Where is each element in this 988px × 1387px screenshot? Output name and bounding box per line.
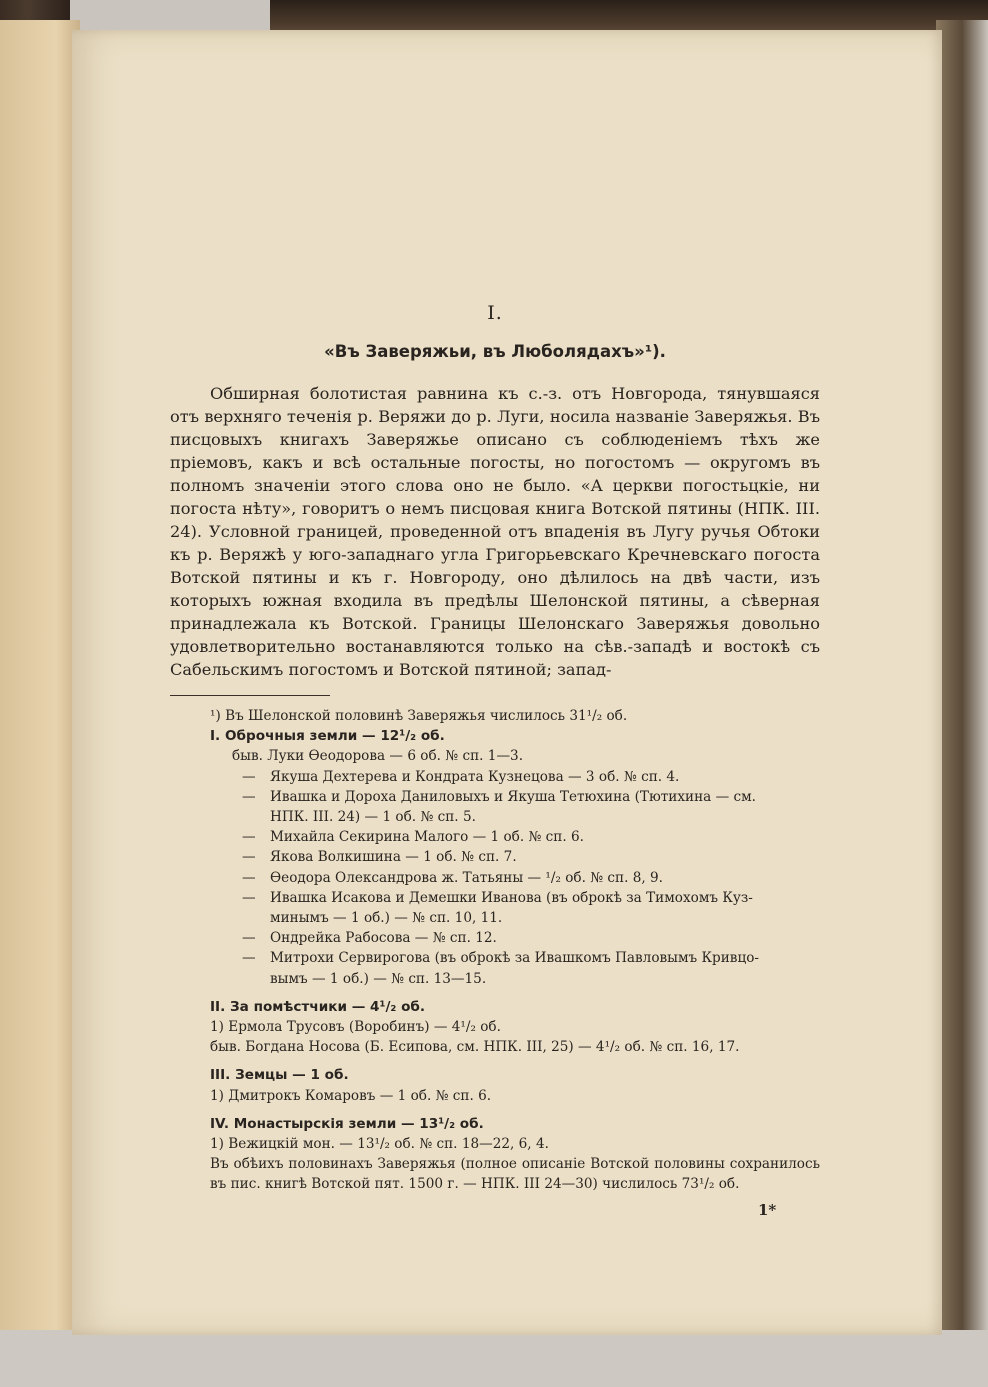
em-dash: — [242, 788, 256, 805]
footnote-item-text: Ивашка и Дороха Даниловыхъ и Якуша Тетюхина (Тютихина — см. [270, 788, 756, 805]
scan-background [0, 1330, 988, 1387]
page-folio: 1* [758, 1201, 777, 1219]
footnote-item-text: Өеодора Олександрова ж. Татьяны — ¹/₂ об. № сп. 8, 9. [270, 869, 663, 886]
footnote-closing: Въ обѣихъ половинахъ Заверяжья (полное описаніе Вотской половины сохранилось въ пис. книгѣ Вотской пят. 1500 г. — НПК. III 24—30) числилось 73¹/₂ об. [210, 1156, 820, 1193]
body-paragraph: Обширная болотистая равнина къ с.-з. отъ Новгорода, тянувшаяся отъ верхняго теченія р. Веряжи до р. Луги, носила названіе Заверяжья. Въ писцовыхъ книгахъ Заверяжье описано съ соблюденіемъ тѣхъ же пріемовъ, какъ и всѣ остальные погосты, но погостомъ — округомъ въ полномъ значеніи этого слова оно не было. «А церкви погостьцкіе, ни погоста нѣту», говоритъ о немъ писцовая книга Вотской пятины (НПК. III. 24). Условной границей, проведенной отъ впаденія въ Лугу ручья Обтоки къ р. Веряжѣ у юго-западнаго угла Григорьевскаго Кречневскаго погоста Вотской пятины и къ г. Новгороду, оно дѣлилось на двѣ части, изъ которыхъ южная входила въ предѣлы Шелонской пятины, а сѣверная принадлежала къ Вотской. Границы Шелонскаго Заверяжья довольно удовлетворительно востанавляются только на сѣв.-западѣ и востокѣ съ Сабельскимъ погостомъ и Вотской пятиной; запад- [170, 384, 820, 679]
footnote-item-continued: вымъ — 1 об.) — № сп. 13—15. [270, 970, 487, 987]
footnote-item [210, 928, 820, 948]
footnote-item [210, 787, 820, 807]
footnote-item [210, 888, 820, 908]
book-page [72, 30, 942, 1335]
spacer [210, 989, 820, 997]
book-right-edge [936, 20, 988, 1387]
em-dash: — [242, 930, 256, 947]
footnote-item [210, 847, 820, 867]
spacer [210, 1057, 820, 1065]
section-number: I. [487, 302, 503, 324]
em-dash: — [242, 829, 256, 846]
footnote-item: 1) Вежицкій мон. — 13¹/₂ об. № сп. 18—22, 6, 4. [210, 1136, 549, 1153]
left-page-edge [0, 20, 80, 1360]
footnote-section-2-title: II. За помѣстчики — 4¹/₂ об. [210, 998, 426, 1015]
em-dash: — [242, 849, 256, 866]
footnote-item-text: Михайла Секирина Малого — 1 об. № сп. 6. [270, 829, 584, 846]
footnote [210, 706, 820, 1195]
spacer [210, 1106, 820, 1114]
footnote-item-continued: минымъ — 1 об.) — № сп. 10, 11. [270, 910, 503, 927]
footnote-item [210, 948, 820, 968]
footnote-item-text: Якова Волкишина — 1 об. № сп. 7. [270, 849, 517, 866]
em-dash: — [242, 889, 256, 906]
footnote-item [210, 868, 820, 888]
em-dash: — [242, 950, 256, 967]
footnote-intro: ¹) Въ Шелонской половинѣ Заверяжья числилось 31¹/₂ об. [210, 708, 628, 724]
chapter-title: «Въ Заверяжьи, въ Люболядахъ»¹). [324, 342, 666, 361]
footnote-item: быв. Богдана Носова (Б. Есипова, см. НПК. III, 25) — 4¹/₂ об. № сп. 16, 17. [210, 1039, 740, 1056]
footnote-item-text: Ивашка Исакова и Демешки Иванова (въ оброкѣ за Тимохомъ Куз- [270, 889, 753, 906]
footnote-section-3-title: III. Земцы — 1 об. [210, 1067, 349, 1084]
footnote-rule [170, 695, 330, 696]
footnote-item: 1) Ермола Трусовъ (Воробинъ) — 4¹/₂ об. [210, 1019, 501, 1036]
footnote-item-text: Якуша Дехтерева и Кондрата Кузнецова — 3 об. № сп. 4. [270, 768, 680, 785]
footnote-item-text: Ондрейка Рабосова — № сп. 12. [270, 930, 497, 947]
footnote-section-1-title: I. Оброчныя земли — 12¹/₂ об. [210, 728, 445, 745]
footnote-item [210, 767, 820, 787]
em-dash: — [242, 869, 256, 886]
footnote-item: быв. Луки Өеодорова — 6 об. № сп. 1—3. [232, 748, 524, 765]
footnote-item [210, 827, 820, 847]
footnote-section-4-title: IV. Монастырскія земли — 13¹/₂ об. [210, 1115, 484, 1132]
footnote-item-continued: НПК. III. 24) — 1 об. № сп. 5. [270, 809, 476, 826]
footnote-item: 1) Дмитрокъ Комаровъ — 1 об. № сп. 6. [210, 1087, 492, 1104]
footnote-item-text: Митрохи Сервирогова (въ оброкѣ за Ивашкомъ Павловымъ Кривцо- [270, 950, 759, 967]
em-dash: — [242, 768, 256, 785]
